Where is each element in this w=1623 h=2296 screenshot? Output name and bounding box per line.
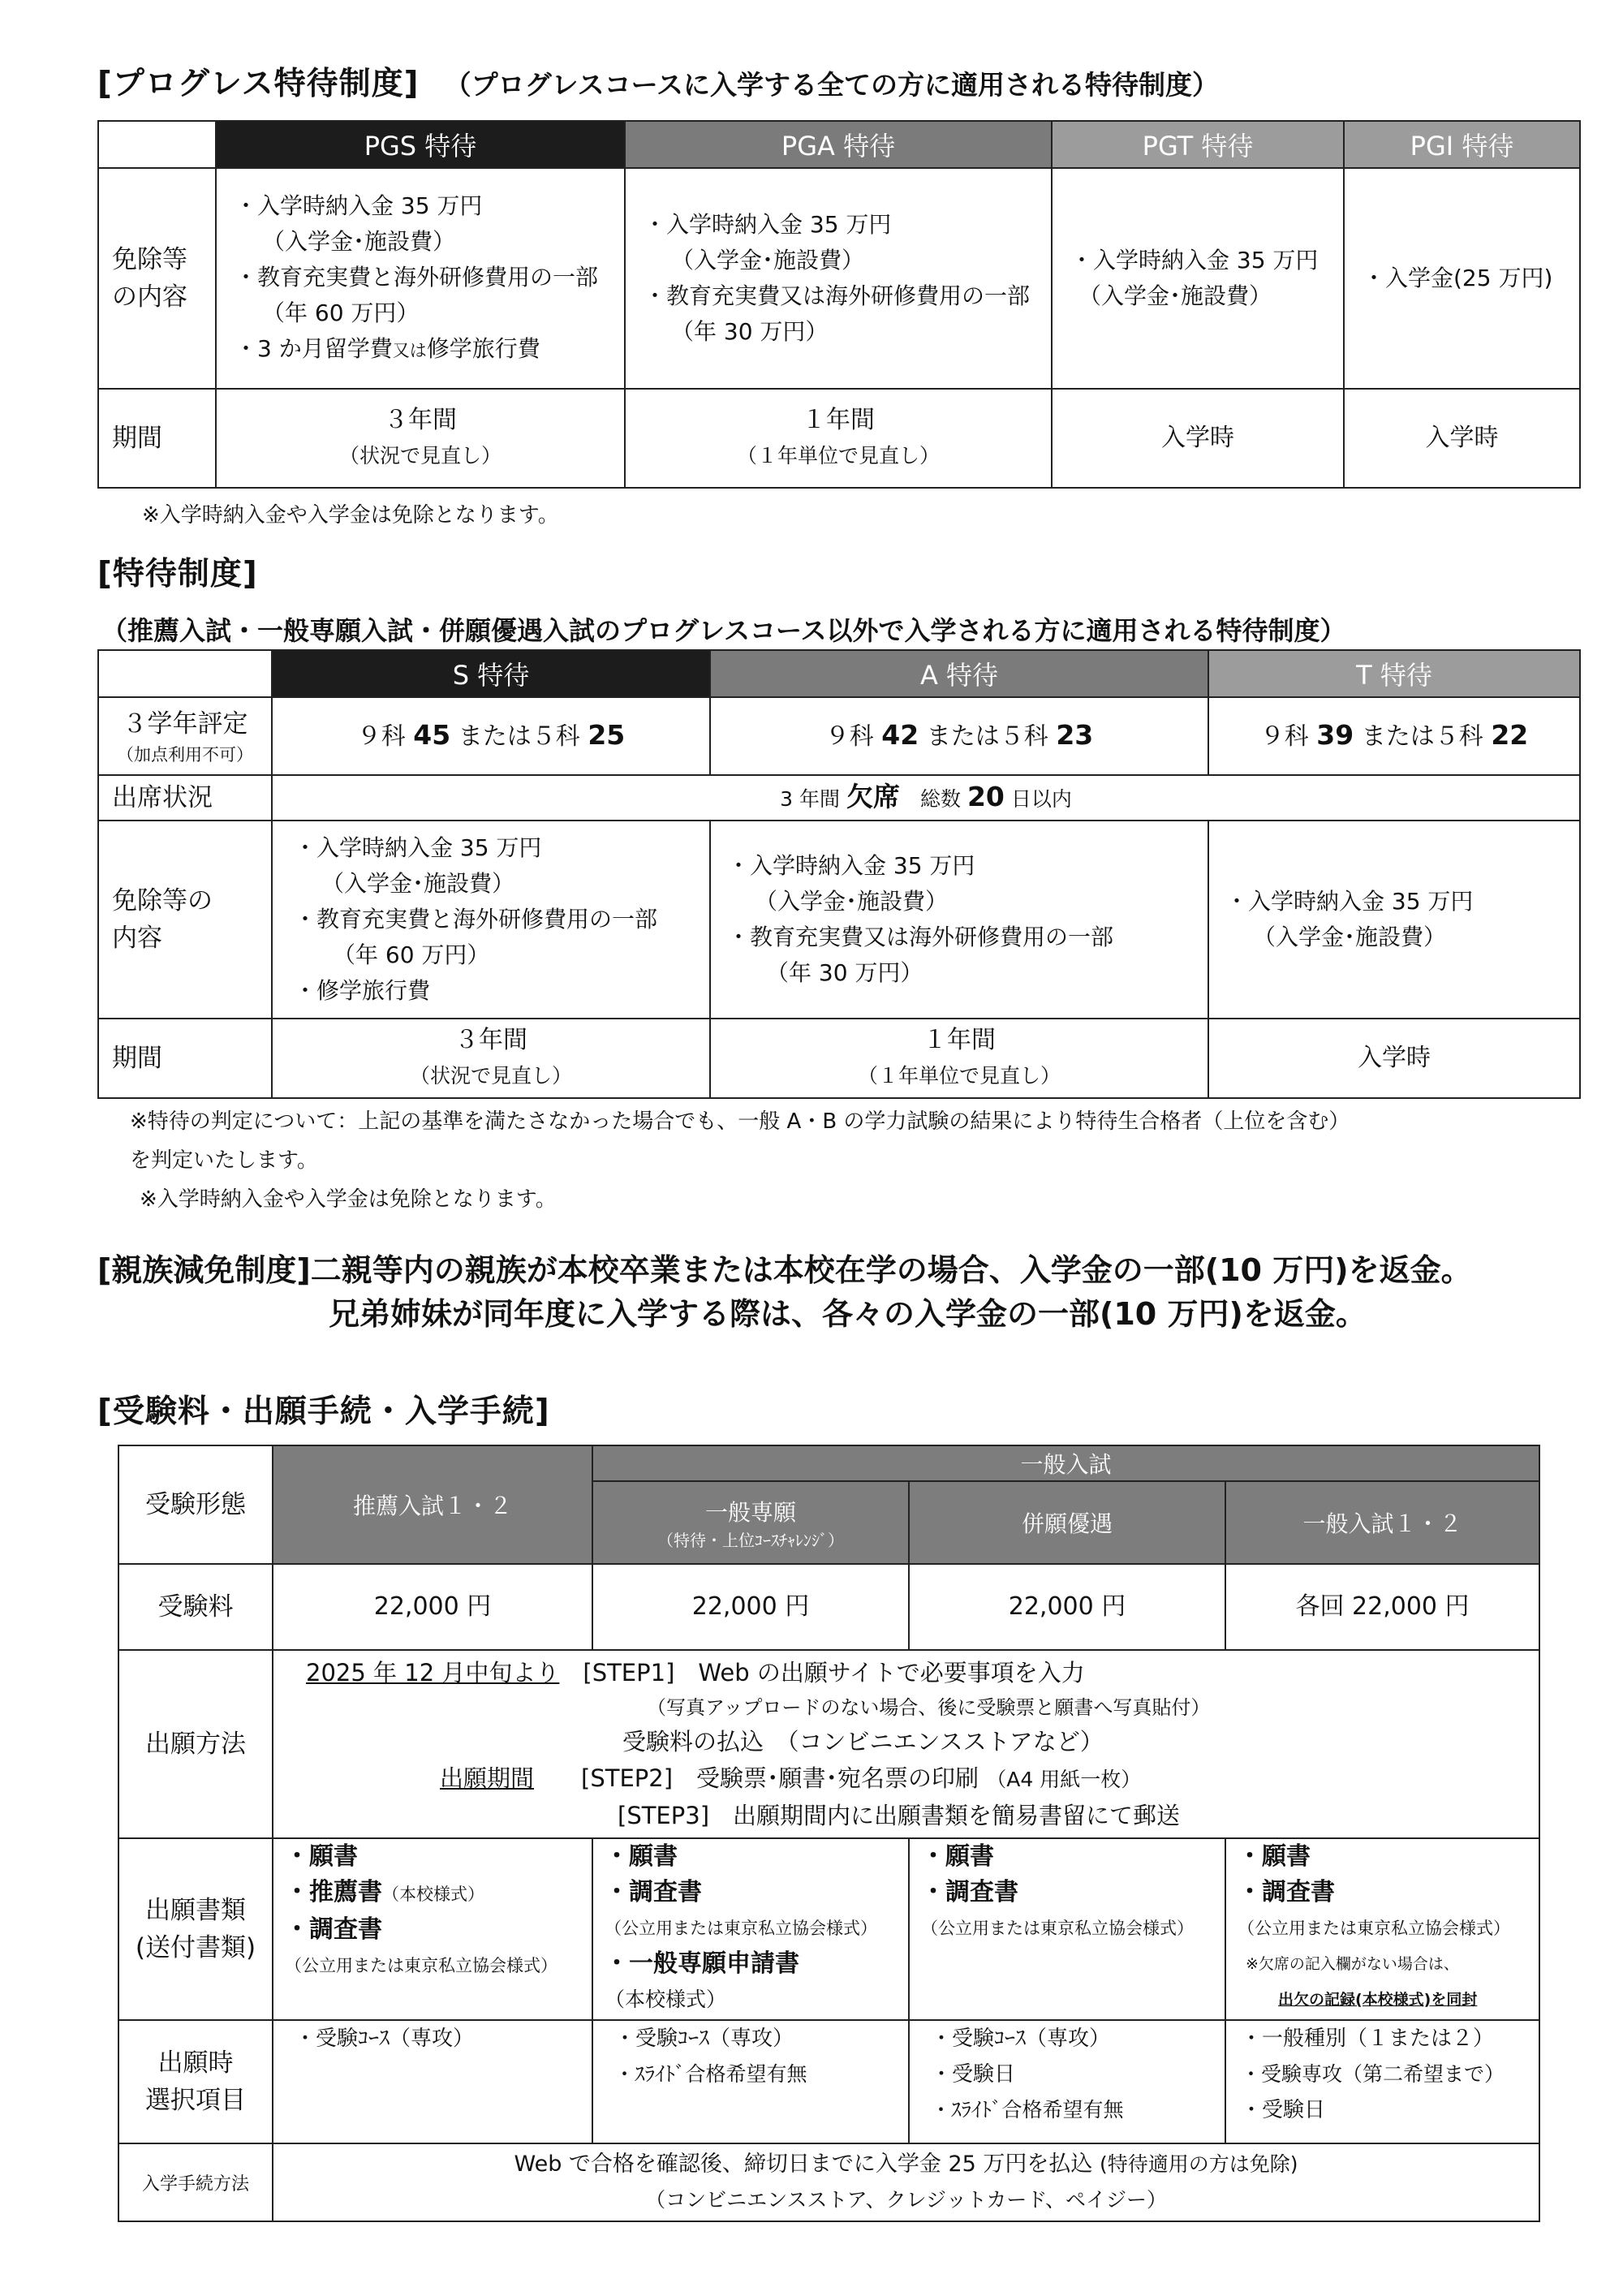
apply-method: 2025 年 12 月中旬より [STEP1] Web の出願サイトで必要事項を入力 （写真アップロードのない場合、後に受験票と願書へ写真貼付） 受験料の払込 （コンビニエンスストアなど） 出願期間 [STEP2] 受験票･願書･宛名票の印刷 （A4 用紙一枚） [STEP3] 出願期間内に出願書類を簡易書留にて郵送 <box>273 1650 1539 1838</box>
exemption-label-2: 免除等の 内容 <box>98 821 272 1019</box>
attendance-value: 3 年間 欠席 総数 20 日以内 <box>272 775 1580 821</box>
header-pgs: PGS 特待 <box>216 121 625 168</box>
fee-label: 受験料 <box>118 1564 273 1650</box>
section1-title: [プログレス特待制度] <box>97 66 420 102</box>
section2-subtitle: （推薦入試・一般専願入試・併願優遇入試のプログレスコース以外で入学される方に適用される特待制度） <box>101 615 1346 646</box>
section1-heading <box>97 58 1219 104</box>
header-senkan: 一般専願 （特待・上位ｺｰｽﾁｬﾚﾝｼﾞ） <box>592 1481 909 1564</box>
header-pga: PGA 特待 <box>625 121 1052 168</box>
enroll-method: Web で合格を確認後、締切日までに入学金 25 万円を払込 (特待適用の方は免除) （コンビニエンスストア、クレジットカード、ペイジー） <box>273 2143 1539 2221</box>
enroll-label: 入学手続方法 <box>118 2143 273 2221</box>
fee-senkan: 22,000 円 <box>592 1564 909 1650</box>
docs-label: 出願書類 (送付書類) <box>118 1838 273 2020</box>
header-suisen: 推薦入試１・２ <box>273 1445 592 1564</box>
header-pgi: PGI 特待 <box>1344 121 1580 168</box>
pgi-period: 入学時 <box>1344 389 1580 488</box>
header-ippan: 一般入試 <box>592 1445 1539 1481</box>
exam-type-label: 受験形態 <box>118 1445 273 1564</box>
exemption-label: 免除等 の内容 <box>98 168 216 389</box>
period-label: 期間 <box>98 389 216 488</box>
docs-senkan: ・願書 ・調査書 （公立用または東京私立協会様式） ・一般専願申請書 （本校様式） <box>592 1838 909 2020</box>
a-exemption: ・入学時納入金 35 万円 （入学金･施設費） ・教育充実費又は海外研修費用の一部 （年 30 万円） <box>710 821 1208 1019</box>
section3-line2: 兄弟姉妹が同年度に入学する際は、各々の入学金の一部(10 万円)を返金。 <box>329 1296 1367 1332</box>
docs-ippan: ・願書 ・調査書 （公立用または東京私立協会様式） ※欠席の記入欄がない場合は、 出欠の記録(本校様式)を同封 <box>1225 1838 1539 2020</box>
section4-title: [受験料・出願手続・入学手続] <box>97 1394 550 1430</box>
s-grade: ９科 45 または５科 25 <box>272 697 710 775</box>
t-exemption: ・入学時納入金 35 万円 （入学金･施設費） <box>1208 821 1580 1019</box>
pgt-exemption: ・入学時納入金 35 万円 （入学金･施設費） <box>1052 168 1344 389</box>
pga-period: １年間 （１年単位で見直し） <box>625 389 1052 488</box>
header-t: T 特待 <box>1208 650 1580 697</box>
select-senkan: ・受験ｺｰｽ（専攻） ・ｽﾗｲﾄﾞ合格希望有無 <box>592 2020 909 2143</box>
select-label: 出願時 選択項目 <box>118 2020 273 2143</box>
s-period: ３年間 （状況で見直し） <box>272 1019 710 1098</box>
section1-note: ※入学時納入金や入学金は免除となります。 <box>142 503 559 528</box>
header-heigan: 併願優遇 <box>909 1481 1225 1564</box>
section3 <box>97 1248 1472 1336</box>
s-exemption: ・入学時納入金 35 万円 （入学金･施設費） ・教育充実費と海外研修費用の一部 （年 60 万円） ・修学旅行費 <box>272 821 710 1019</box>
section3-title: [親族減免制度] <box>97 1252 311 1288</box>
period-label-2: 期間 <box>98 1019 272 1098</box>
pgi-exemption: ・入学金(25 万円) <box>1344 168 1580 389</box>
tokutai-table <box>97 649 1581 1099</box>
attendance-label: 出席状況 <box>98 775 272 821</box>
pgs-period: ３年間 （状況で見直し） <box>216 389 625 488</box>
header-ippan12: 一般入試１・２ <box>1225 1481 1539 1564</box>
a-grade: ９科 42 または５科 23 <box>710 697 1208 775</box>
t-grade: ９科 39 または５科 22 <box>1208 697 1580 775</box>
fee-ippan: 各回 22,000 円 <box>1225 1564 1539 1650</box>
pgs-exemption: ・入学時納入金 35 万円 （入学金･施設費） ・教育充実費と海外研修費用の一部 （年 60 万円） ・3 か月留学費又は修学旅行費 <box>216 168 625 389</box>
grade-label: ３学年評定 （加点利用不可） <box>98 697 272 775</box>
header-pgt: PGT 特待 <box>1052 121 1344 168</box>
docs-suisen: ・願書 ・推薦書（本校様式） ・調査書 （公立用または東京私立協会様式） <box>273 1838 592 2020</box>
section2-title: [特待制度] <box>97 556 258 592</box>
apply-method-label: 出願方法 <box>118 1650 273 1838</box>
application-table <box>118 1445 1540 2222</box>
select-heigan: ・受験ｺｰｽ（専攻） ・受験日 ・ｽﾗｲﾄﾞ合格希望有無 <box>909 2020 1225 2143</box>
section2-notes: ※特待の判定について：上記の基準を満たさなかった場合でも、一般 A・B の学力試験の結果により特待生合格者（上位を含む） を判定いたします。 ※入学時納入金や入学金は免除となります。 <box>130 1109 1350 1212</box>
header-a: A 特待 <box>710 650 1208 697</box>
progress-tokutai-table <box>97 120 1581 489</box>
select-ippan: ・一般種別（１または２） ・受験専攻（第二希望まで） ・受験日 <box>1225 2020 1539 2143</box>
section1-subtitle: （プログレスコースに入学する全ての方に適用される特待制度） <box>444 69 1219 101</box>
pga-exemption: ・入学時納入金 35 万円 （入学金･施設費） ・教育充実費又は海外研修費用の一部 （年 30 万円） <box>625 168 1052 389</box>
fee-suisen: 22,000 円 <box>273 1564 592 1650</box>
pgt-period: 入学時 <box>1052 389 1344 488</box>
t-period: 入学時 <box>1208 1019 1580 1098</box>
section3-line1: 二親等内の親族が本校卒業または本校在学の場合、入学金の一部(10 万円)を返金。 <box>310 1252 1472 1288</box>
apply-start: 2025 年 12 月中旬より <box>306 1658 560 1686</box>
docs-heigan: ・願書 ・調査書 （公立用または東京私立協会様式） <box>909 1838 1225 2020</box>
select-suisen: ・受験ｺｰｽ（専攻） <box>273 2020 592 2143</box>
apply-period: 出願期間 <box>440 1764 535 1792</box>
a-period: １年間 （１年単位で見直し） <box>710 1019 1208 1098</box>
fee-heigan: 22,000 円 <box>909 1564 1225 1650</box>
header-s: S 特待 <box>272 650 710 697</box>
